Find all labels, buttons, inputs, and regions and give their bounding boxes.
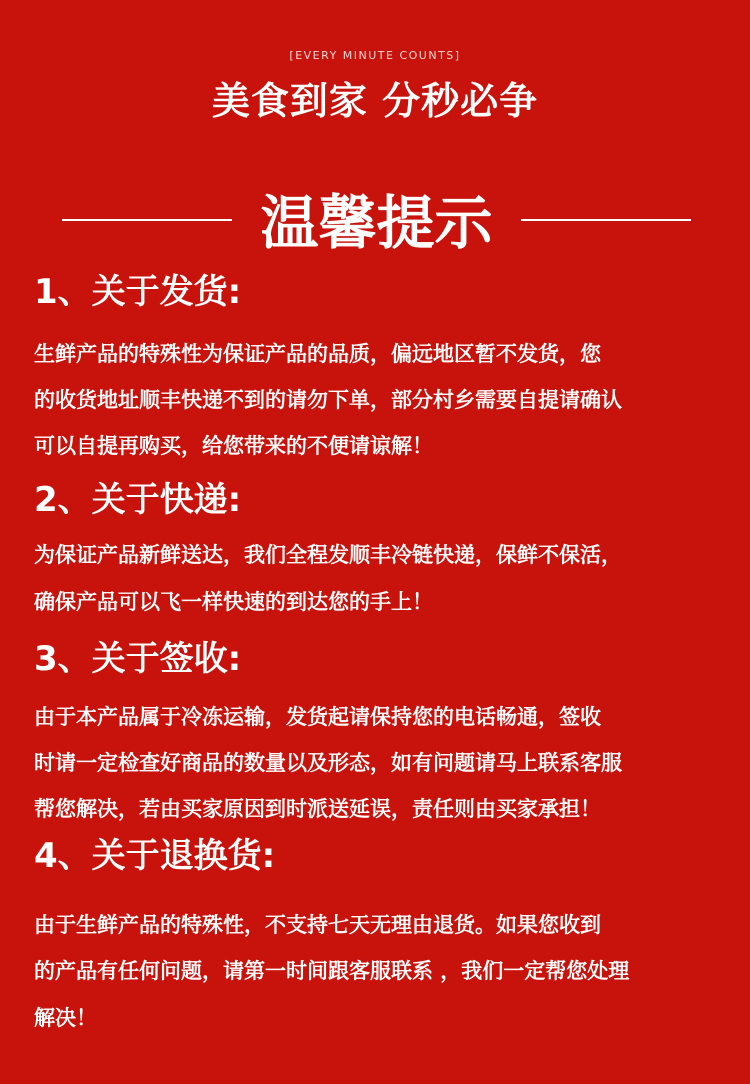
section-shipping-line: 生鲜产品的特殊性为保证产品的品质，偏远地区暂不发货，您 (34, 342, 601, 366)
notice-title-row (0, 188, 750, 258)
section-returns-line: 解决！ (34, 1006, 97, 1030)
tagline: [EVERY MINUTE COUNTS] (289, 49, 461, 62)
section-heading-express: 2、关于快递: (34, 480, 242, 520)
section-receipt-line: 时请一定检查好商品的数量以及形态，如有问题请马上联系客服 (34, 751, 622, 775)
section-receipt-line: 由于本产品属于冷冻运输，发货起请保持您的电话畅通，签收 (34, 705, 601, 729)
divider-right (521, 219, 691, 221)
section-shipping-line: 的收货地址顺丰快递不到的请勿下单，部分村乡需要自提请确认 (34, 388, 622, 412)
section-heading-receipt: 3、关于签收: (34, 639, 242, 679)
divider-left (62, 219, 232, 221)
section-shipping-line: 可以自提再购买，给您带来的不便请谅解！ (34, 434, 433, 458)
section-express-line: 确保产品可以飞一样快速的到达您的手上！ (34, 590, 433, 614)
notice-title: 温馨提示 (260, 189, 493, 257)
section-express-line: 为保证产品新鲜送达，我们全程发顺丰冷链快递，保鲜不保活， (34, 543, 622, 567)
section-heading-returns: 4、关于退换货: (34, 836, 276, 876)
section-returns-line: 的产品有任何问题，请第一时间跟客服联系 ，我们一定帮您处理 (34, 959, 630, 983)
section-returns-line: 由于生鲜产品的特殊性，不支持七天无理由退货。如果您收到 (34, 913, 601, 937)
headline: 美食到家 分秒必争 (211, 79, 539, 123)
section-heading-shipping: 1、关于发货: (34, 272, 242, 312)
section-receipt-line: 帮您解决，若由买家原因到时派送延误，责任则由买家承担！ (34, 797, 601, 821)
